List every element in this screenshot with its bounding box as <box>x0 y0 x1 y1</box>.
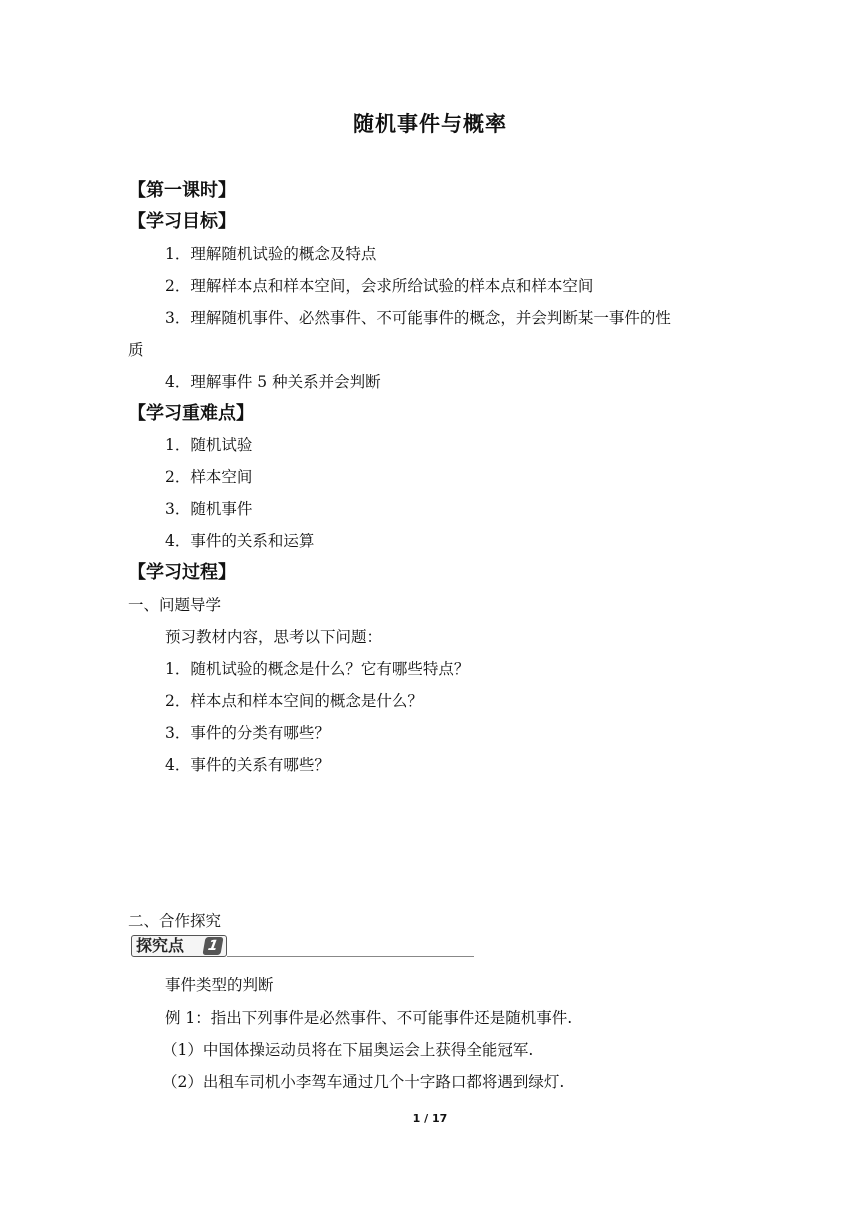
question-item: 1．随机试验的概念是什么？它有哪些特点？ <box>165 660 470 678</box>
keypoint-item: 2．样本空间 <box>165 468 253 486</box>
badge-label: 探究点 <box>136 936 185 955</box>
example-item: （2）出租车司机小李驾车通过几个十字路口都将遇到绿灯. <box>162 1073 565 1091</box>
question-item: 4．事件的关系有哪些？ <box>165 756 330 774</box>
section-process-heading: 【学习过程】 <box>128 562 236 583</box>
question-item: 3．事件的分类有哪些？ <box>165 724 330 742</box>
keypoint-item: 1．随机试验 <box>165 436 253 454</box>
goal-item-continuation: 质 <box>128 341 144 359</box>
question-item: 2．样本点和样本空间的概念是什么？ <box>165 692 423 710</box>
topic-title: 事件类型的判断 <box>165 976 274 994</box>
section-lesson-heading: 【第一课时】 <box>128 180 236 201</box>
keypoint-item: 4．事件的关系和运算 <box>165 532 315 550</box>
part1-title: 一、问题导学 <box>128 596 222 614</box>
part2-title: 二、合作探究 <box>128 912 222 930</box>
badge-underline <box>227 956 474 957</box>
keypoint-item: 3．随机事件 <box>165 500 253 518</box>
badge-number: 1 <box>202 937 223 955</box>
goal-item: 4．理解事件 5 种关系并会判断 <box>165 373 381 391</box>
example-item: （1）中国体操运动员将在下届奥运会上获得全能冠军. <box>162 1041 534 1059</box>
page-number: 1 / 17 <box>412 1112 448 1125</box>
explore-point-badge <box>131 935 474 960</box>
part1-intro: 预习教材内容，思考以下问题： <box>165 628 383 646</box>
page-title: 随机事件与概率 <box>353 112 507 136</box>
goal-item: 1．理解随机试验的概念及特点 <box>165 245 377 263</box>
section-goals-heading: 【学习目标】 <box>128 211 236 232</box>
goal-item: 3．理解随机事件、必然事件、不可能事件的概念，并会判断某一事件的性 <box>165 309 671 327</box>
section-keypoints-heading: 【学习重难点】 <box>128 403 254 424</box>
badge-frame <box>131 935 227 957</box>
goal-item: 2．理解样本点和样本空间，会求所给试验的样本点和样本空间 <box>165 277 594 295</box>
example-statement: 例 1：指出下列事件是必然事件、不可能事件还是随机事件. <box>165 1009 573 1027</box>
